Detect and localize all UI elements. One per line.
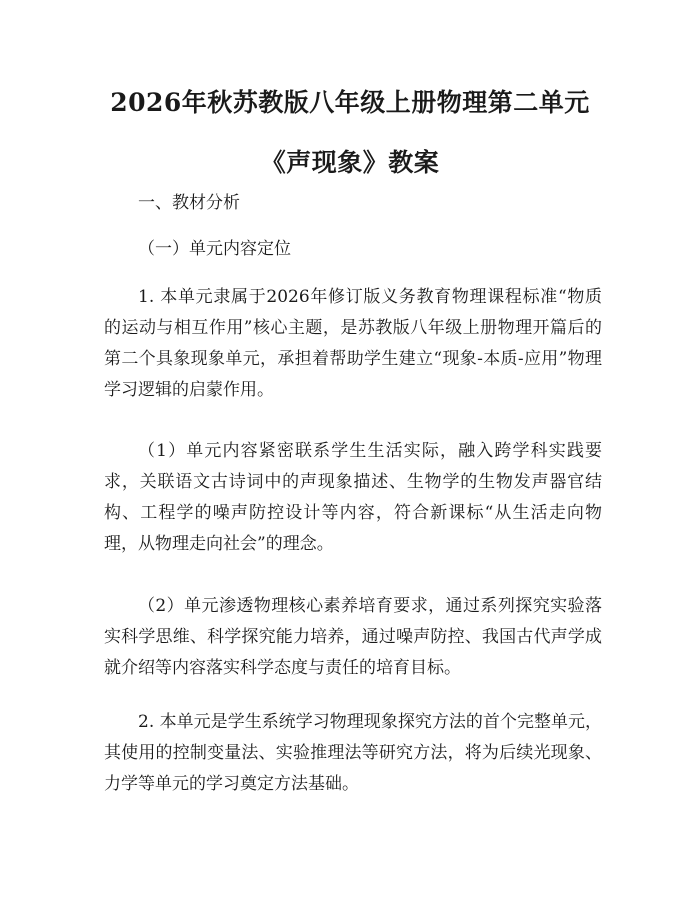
section-heading: 一、教材分析 [138, 193, 240, 213]
paragraph-4: 2. 本单元是学生系统学习物理现象探究方法的首个完整单元，其使用的控制变量法、实验推理法等研究方法，将为后续光现象、力学等单元的学习奠定方法基础。 [104, 712, 602, 794]
subsection-heading: （一）单元内容定位 [138, 239, 291, 259]
document-title-line-1: 2026年秋苏教版八年级上册物理第二单元 [110, 88, 590, 117]
paragraph-3: （2）单元渗透物理核心素养培育要求，通过系列探究实验落实科学思维、科学探究能力培养，通过噪声防控、我国古代声学成就介绍等内容落实科学态度与责任的培育目标。 [104, 596, 602, 678]
paragraph-2: （1）单元内容紧密联系学生生活实际，融入跨学科实践要求，关联语文古诗词中的声现象描述、生物学的生物发声器官结构、工程学的噪声防控设计等内容，符合新课标“从生活走向物理，从物理走向社会”的理念。 [104, 441, 602, 554]
document-title-line-2: 《声现象》教案 [260, 148, 440, 177]
paragraph-1: 1. 本单元隶属于2026年修订版义务教育物理课程标准“物质的运动与相互作用”核心主题，是苏教版八年级上册物理开篇后的第二个具象现象单元，承担着帮助学生建立“现象-本质-应用”物理学习逻辑的启蒙作用。 [104, 287, 602, 400]
